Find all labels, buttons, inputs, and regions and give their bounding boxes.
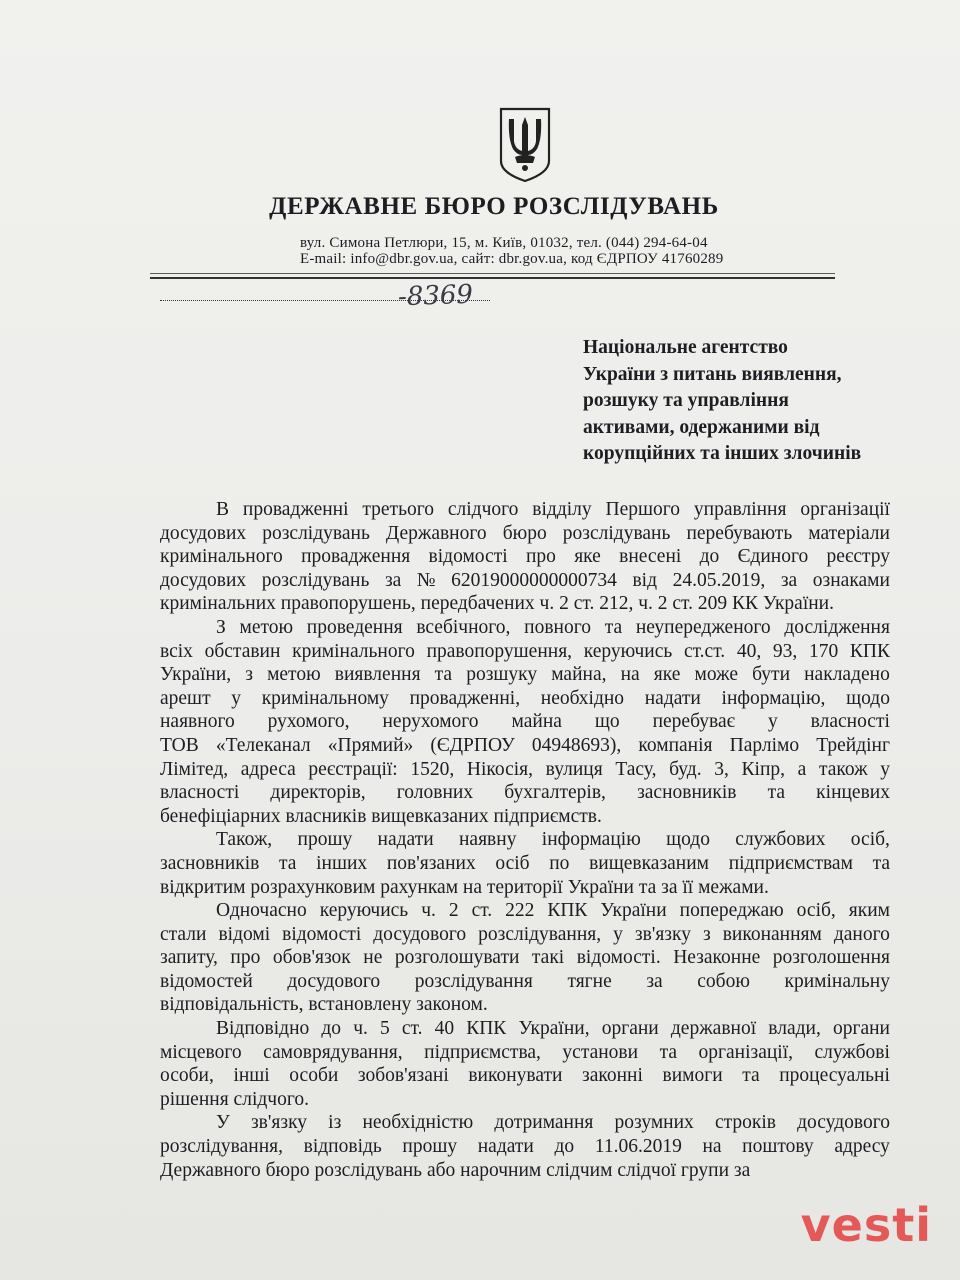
paragraph-line: рішення слідчого. (160, 1088, 309, 1110)
paragraph-line: арешт у кримінальному провадженні, необхідно надати інформацію, щодо (160, 687, 890, 709)
paragraph-line: запиту, про обов'язок не розголошувати такі відомості. Незаконне розголошення (160, 947, 890, 969)
paragraph-line: відомостей досудового розслідування тягне за собою кримінальну (160, 970, 890, 992)
organization-title: ДЕРЖАВНЕ БЮРО РОЗСЛІДУВАНЬ (269, 193, 719, 220)
contact-line: E-mail: info@dbr.gov.ua, сайт: dbr.gov.ua, код ЄДРПОУ 41760289 (300, 251, 724, 267)
letter-body (160, 498, 890, 1182)
paragraph-line: відкритим розрахунковим рахункам на території України та за її межами. (160, 876, 769, 898)
paragraph-line: кримінального провадження відомості про яке внесені до Єдиного реєстру (160, 546, 890, 568)
paragraph-line: власності директорів, головних бухгалтерів, засновників та кінцевих (160, 782, 890, 804)
paragraph-line: Лімітед, адреса реєстрації: 1520, Нікосія, вулиця Тасу, буд. 3, Кіпр, а також у (160, 758, 890, 780)
paragraph-line: стали відомі відомості досудового розслідування, у зв'язку з виконанням даного (160, 923, 890, 945)
addressee-line: розшуку та управління (583, 390, 789, 411)
paragraph-line: розслідування, відповідь прошу надати до 11.06.2019 на поштову адресу (160, 1136, 890, 1158)
paragraph-line: засновників та інших пов'язаних осіб по вищевказаним підприємствам та (160, 852, 890, 874)
paragraph-line: У зв'язку із необхідністю дотримання розумних строків досудового (216, 1112, 890, 1134)
paragraph-line: Державного бюро розслідувань або нарочним слідчим слідчої групи за (160, 1159, 751, 1181)
paragraph-line: наявного рухомого, нерухомого майна що перебуває у власності (160, 711, 890, 733)
addressee-block (583, 335, 923, 468)
paragraph-line: Також, прошу надати наявну інформацію щодо службових осіб, (216, 829, 890, 851)
paragraph-line: бенефіціарних власників вищевказаних підприємств. (160, 805, 602, 827)
paragraph-line: З метою проведення всебічного, повного та неупередженого дослідження (216, 616, 890, 638)
address-line: вул. Симона Петлюри, 15, м. Київ, 01032, тел. (044) 294-64-04 (300, 235, 708, 251)
paragraph-line: Одночасно керуючись ч. 2 ст. 222 КПК України попереджаю осіб, яким (216, 900, 890, 922)
paragraph-line: місцевого самоврядування, підприємства, установи та організації, службові (160, 1041, 890, 1063)
paragraph-line: України, з метою виявлення та розшуку майна, на яке може бути накладено (160, 664, 890, 686)
addressee-line: корупційних та інших злочинів (583, 443, 862, 464)
addressee-line: України з питань виявлення, (583, 363, 842, 385)
paragraph-line: досудових розслідувань за № 62019000000000734 від 24.05.2019, за ознаками (160, 569, 890, 591)
paragraph-line: кримінальних правопорушень, передбачених ч. 2 ст. 212, ч. 2 ст. 209 КК України. (160, 593, 834, 615)
addressee-line: Національне агентство (583, 337, 788, 358)
paragraph-line: Відповідно до ч. 5 ст. 40 КПК України, органи державної влади, органи (216, 1018, 890, 1040)
paragraph-line: відповідальність, встановлену законом. (160, 994, 488, 1016)
paragraph-line: особи, інші особи зобов'язані виконувати законні вимоги та процесуальні (160, 1065, 890, 1087)
registration-number: -8369 (397, 279, 474, 313)
vesti-watermark: vesti (800, 1198, 932, 1252)
paragraph-line: ТОВ «Телеканал «Прямий» (ЄДРПОУ 04948693), компанія Парлімо Трейдінг (160, 734, 890, 756)
trident-emblem-icon (497, 105, 553, 183)
header-divider-thick (150, 277, 835, 279)
paragraph-line: всіх обставин кримінального правопорушення, керуючись ст.ст. 40, 93, 170 КПК (160, 640, 890, 662)
paragraph-line: В провадженні третього слідчого відділу Першого управління організації (216, 499, 890, 520)
paragraph-line: досудових розслідувань Державного бюро розслідувань перебувають матеріали (160, 522, 890, 544)
header-divider-thin (150, 273, 835, 274)
addressee-line: активами, одержаними від (583, 416, 820, 438)
